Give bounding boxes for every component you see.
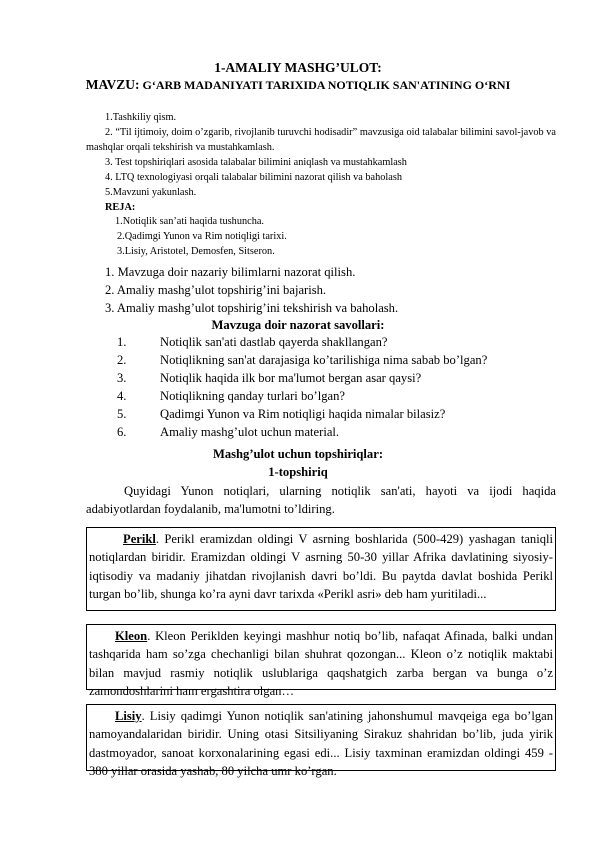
orator-text: . Kleon Periklden keyingi mashhur notiq bo’lib, nafaqat Afinada, balki undan tashqarida ham so’zga chechanligi bilan shuhrat qozongan... Kleon o’z notiqlik maktabi bilan mavjud rasmiy notiqlik uslublariga qaqshatgich zarba bergan va bunga o’z zamondoshlarini ham ergashtira olgan… (89, 629, 553, 698)
question-number: 5. (117, 407, 127, 421)
reja-item: 3.Lisiy, Aristotel, Demosfen, Sitseron. (117, 246, 275, 257)
orator-text: . Lisiy qadimgi Yunon notiqlik san'atining jahonshumul mavqeiga ega bo’lgan namoyandalaridan biridir. Uning otasi Sitsiliyaning Sirakuz shahridan bo’lib, juda yirik dastmoyador, sanoat korxonalarining egasi edi... Lisiy taxminan eramizdan oldingi 459 - 380 yillar orasida yashab, 80 yilcha umr ko’rgan. (89, 709, 553, 778)
question-number: 1. (117, 335, 127, 349)
reja-item: 2.Qadimgi Yunon va Rim notiqligi tarixi. (117, 231, 287, 242)
plan-step: 2. “Til ijtimoiy, doim o’zgarib, rivojlanib turuvchi hodisadir” mavzusiga oid talabalar bilimini savol-javob va mashqlar orqali tekshirish va mustahkamlash. (86, 127, 556, 153)
plan-step: 1.Tashkiliy qism. (105, 112, 177, 123)
orator-box-lisiy (86, 704, 556, 778)
reja-label: REJA: (105, 202, 136, 213)
orator-text: . Perikl eramizdan oldingi V asrning boshlarida (500-429) yashagan taniqli notiqlardan biridir. Eramizdan oldingi V asrning 50-30 yillar Afrika davlatining siyosiy-iqtisodiy va madaniy jihatdan rivojlanish davri bo’ldi. Bu paytda davlat boshida Perikl turgan bo’lib, shunga ko’ra ayni davr tarixda «Perikl asri» deb ham yuritiladi... (89, 532, 553, 601)
questions-heading: Mavzuga doir nazorat savollari: (211, 318, 385, 332)
plan-step: 5.Mavzuni yakunlash. (105, 187, 197, 198)
orator-name: Perikl (123, 532, 156, 546)
question-number: 3. (117, 371, 127, 385)
question-text: Notiqlik haqida ilk bor ma'lumot bergan asar qaysi? (160, 371, 422, 385)
question-text: Notiqlikning san'at darajasiga ko’tarilishiga nima sabab bo’lgan? (160, 353, 488, 367)
topic-text: G‘ARB MADANIYATI TARIXIDA NOTIQLIK SAN'ATINING O‘RNI (139, 78, 511, 92)
topic-title (0, 77, 596, 93)
orator-box-perikl (86, 527, 556, 611)
question-number: 4. (117, 389, 127, 403)
goal-item: 1. Mavzuga doir nazariy bilimlarni nazorat qilish. (105, 265, 356, 279)
orator-box-kleon (86, 624, 556, 698)
question-text: Notiqlik san'ati dastlab qayerda shakllangan? (160, 335, 388, 349)
goal-item: 3. Amaliy mashg’ulot topshirig’ini tekshirish va baholash. (105, 301, 399, 315)
lesson-title: 1-AMALIY MASHG’ULOT: (214, 60, 382, 75)
orator-name: Lisiy (115, 709, 142, 723)
orator-name: Kleon (115, 629, 148, 643)
tasks-subheading: 1-topshiriq (268, 465, 328, 479)
question-text: Notiqlikning qanday turlari bo’lgan? (160, 389, 346, 403)
question-number: 6. (117, 425, 127, 439)
topic-prefix: MAVZU: (85, 77, 140, 92)
question-number: 2. (117, 353, 127, 367)
question-text: Amaliy mashg’ulot uchun material. (160, 425, 340, 439)
plan-step: 3. Test topshiriqlari asosida talabalar bilimini aniqlash va mustahkamlash (105, 157, 407, 168)
goal-item: 2. Amaliy mashg’ulot topshirig’ini bajarish. (105, 283, 327, 297)
tasks-heading: Mashg’ulot uchun topshiriqlar: (212, 447, 384, 461)
task-intro: Quyidagi Yunon notiqlari, ularning notiqlik san'ati, hayoti va ijodi haqida adabiyotlardan foydalanib, ma'lumotni to’ldiring. (86, 484, 556, 516)
reja-item: 1.Notiqlik san’ati haqida tushuncha. (115, 216, 264, 227)
plan-step: 4. LTQ texnologiyasi orqali talabalar bilimini nazorat qilish va baholash (105, 172, 403, 183)
question-text: Qadimgi Yunon va Rim notiqligi haqida nimalar bilasiz? (160, 407, 446, 421)
